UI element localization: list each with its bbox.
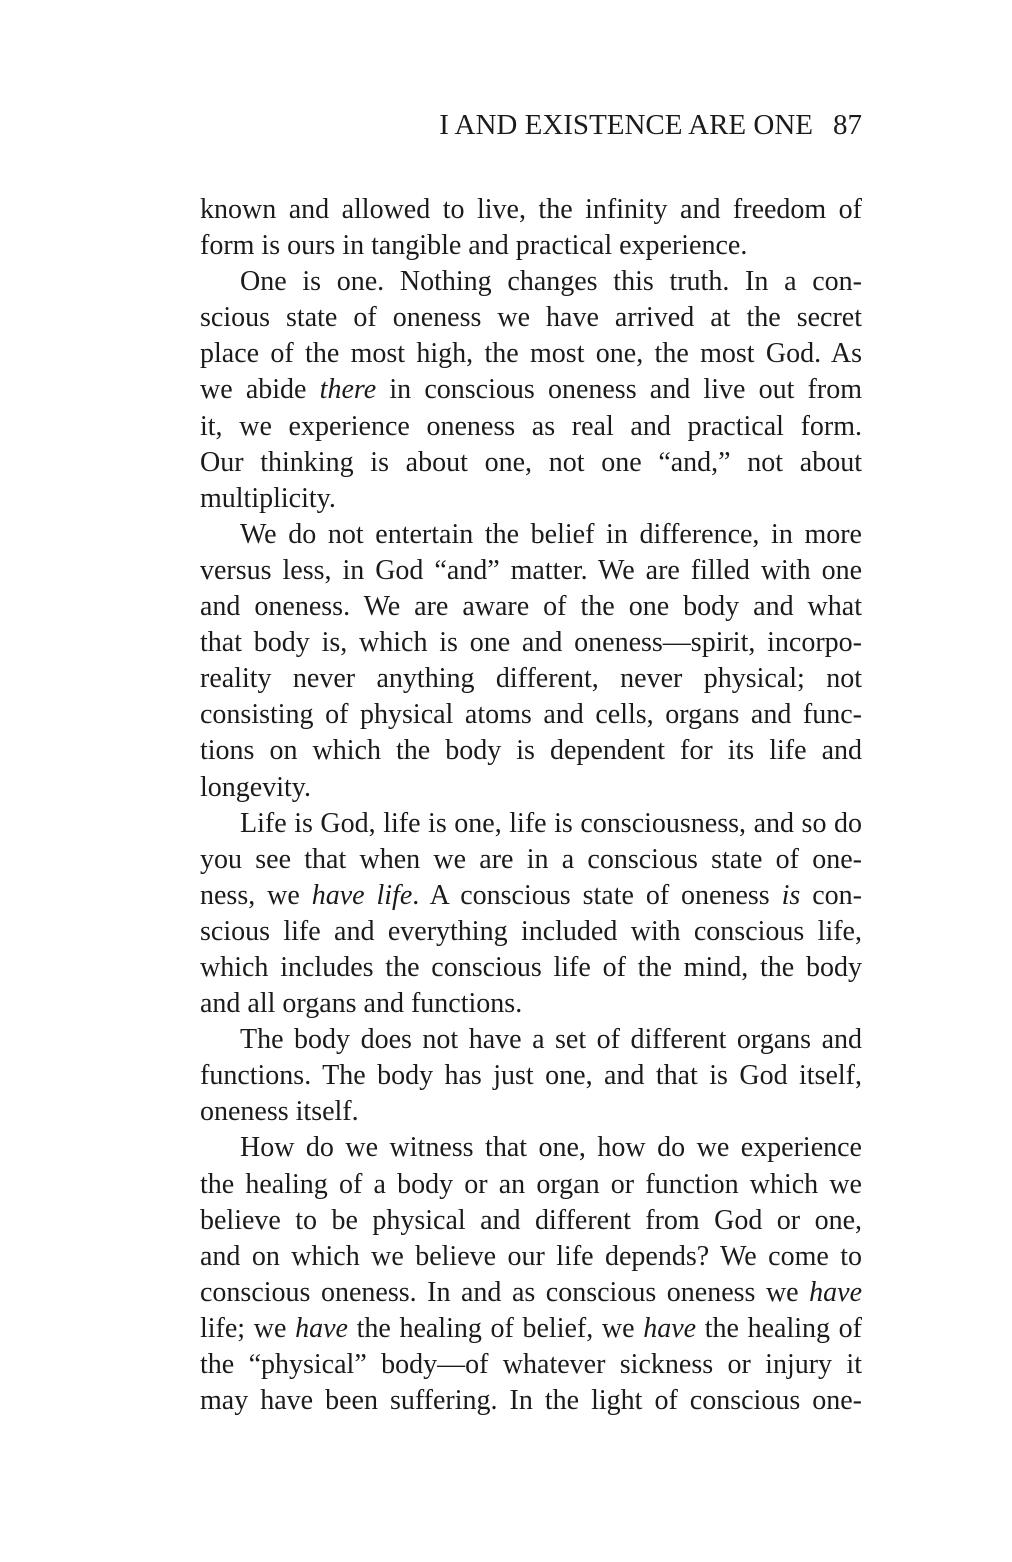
text-run: place of the most high, the most one, the most God. As [200,338,862,370]
text-run: scious state of oneness we have arrived at the secret [200,302,862,334]
text-line [240,517,862,553]
text-run: tions on which the body is dependent for its life and [200,735,862,767]
text-line [200,372,862,408]
text-run: ness, we [200,879,312,911]
emphasis-text: there [319,374,377,406]
text-run: the healing of belief, we [347,1312,644,1344]
text-line [200,986,522,1022]
text-line [200,553,862,589]
text-run: you see that when we are in a conscious state of one- [200,843,862,875]
text-line [200,1383,862,1419]
text-line [200,1058,862,1094]
text-line [200,914,862,950]
text-run: The body does not have a set of different organs and [240,1024,862,1056]
text-line [200,336,862,372]
text-line [240,1022,862,1058]
text-line [200,1347,862,1383]
text-run: con- [800,879,863,911]
text-line [200,228,747,264]
text-line [200,1239,862,1275]
text-line [200,445,862,481]
text-line [200,842,862,878]
text-line [200,770,311,806]
text-line [200,1311,862,1347]
text-line [200,661,862,697]
text-run: One is one. Nothing changes this truth. In a con- [240,266,862,298]
text-run: known and allowed to live, the infinity and freedom of [200,194,862,225]
text-run: life; we [200,1312,296,1344]
emphasis-text: have [295,1312,348,1344]
running-head-title: I AND EXISTENCE ARE ONE [439,109,813,141]
text-line [200,625,862,661]
text-run: the healing of a body or an organ or function which we [200,1168,862,1200]
text-run: the “physical” body—of whatever sickness or injury it [200,1349,862,1380]
text-line [240,1130,862,1166]
paragraph [200,264,862,517]
emphasis-text: have [643,1312,697,1344]
text-run: reality never anything different, never physical; not [200,663,862,695]
text-run: consisting of physical atoms and cells, organs and func- [200,699,862,731]
text-run: longevity. [200,771,311,803]
emphasis-text: have [809,1276,862,1308]
text-run: that body is, which is one and oneness—spirit, incorpo- [200,627,862,659]
text-run: Life is God, life is one, life is consciousness, and so do [240,807,862,839]
text-run: How do we witness that one, how do we experience [240,1132,862,1164]
text-line [200,1167,862,1203]
text-run: form is ours in tangible and practical experience. [200,230,748,262]
text-run: scious life and everything included with conscious life, [200,915,862,947]
running-head [200,107,862,143]
text-line [200,409,862,445]
page-number: 87 [833,109,862,141]
emphasis-text: is [781,879,801,911]
text-line [200,589,862,625]
paragraph [200,1130,862,1419]
paragraph [200,806,862,1023]
text-line [200,1094,359,1130]
text-line [200,481,336,517]
text-run: which includes the conscious life of the mind, the body [200,951,862,983]
text-run: oneness itself. [200,1096,359,1128]
text-run: and all organs and functions. [200,988,523,1020]
paragraph [200,192,862,264]
text-run: may have been suffering. In the light of conscious one- [200,1385,862,1417]
text-line [200,192,862,228]
emphasis-text: have life [311,879,413,911]
text-run: it, we experience oneness as real and practical form. [200,410,862,442]
text-line [200,300,862,336]
text-run: Our thinking is about one, not one “and,” not about [200,446,862,478]
text-line [200,733,862,769]
text-run: we abide [200,374,320,406]
text-run: and on which we believe our life depends? We come to [200,1240,862,1272]
body-text [200,192,862,1419]
text-run: in conscious oneness and live out from [376,374,862,406]
text-run: We do not entertain the belief in difference, in more [240,518,862,550]
text-run: . A conscious state of oneness [412,879,782,911]
text-line [200,1203,862,1239]
text-run: the healing of [696,1312,862,1344]
text-run: functions. The body has just one, and that is God itself, [200,1060,862,1092]
text-line [200,1275,862,1311]
paragraph [200,1022,862,1130]
text-line [200,950,862,986]
text-run: conscious oneness. In and as conscious oneness we [200,1276,810,1308]
text-line [200,697,862,733]
text-run: versus less, in God “and” matter. We are filled with one [200,554,862,586]
text-run: and oneness. We are aware of the one body and what [200,591,862,623]
text-line [240,264,862,300]
text-run: believe to be physical and different from God or one, [200,1204,862,1236]
paragraph [200,517,862,806]
text-line [240,806,862,842]
text-line [200,878,862,914]
text-run: multiplicity. [200,482,336,514]
